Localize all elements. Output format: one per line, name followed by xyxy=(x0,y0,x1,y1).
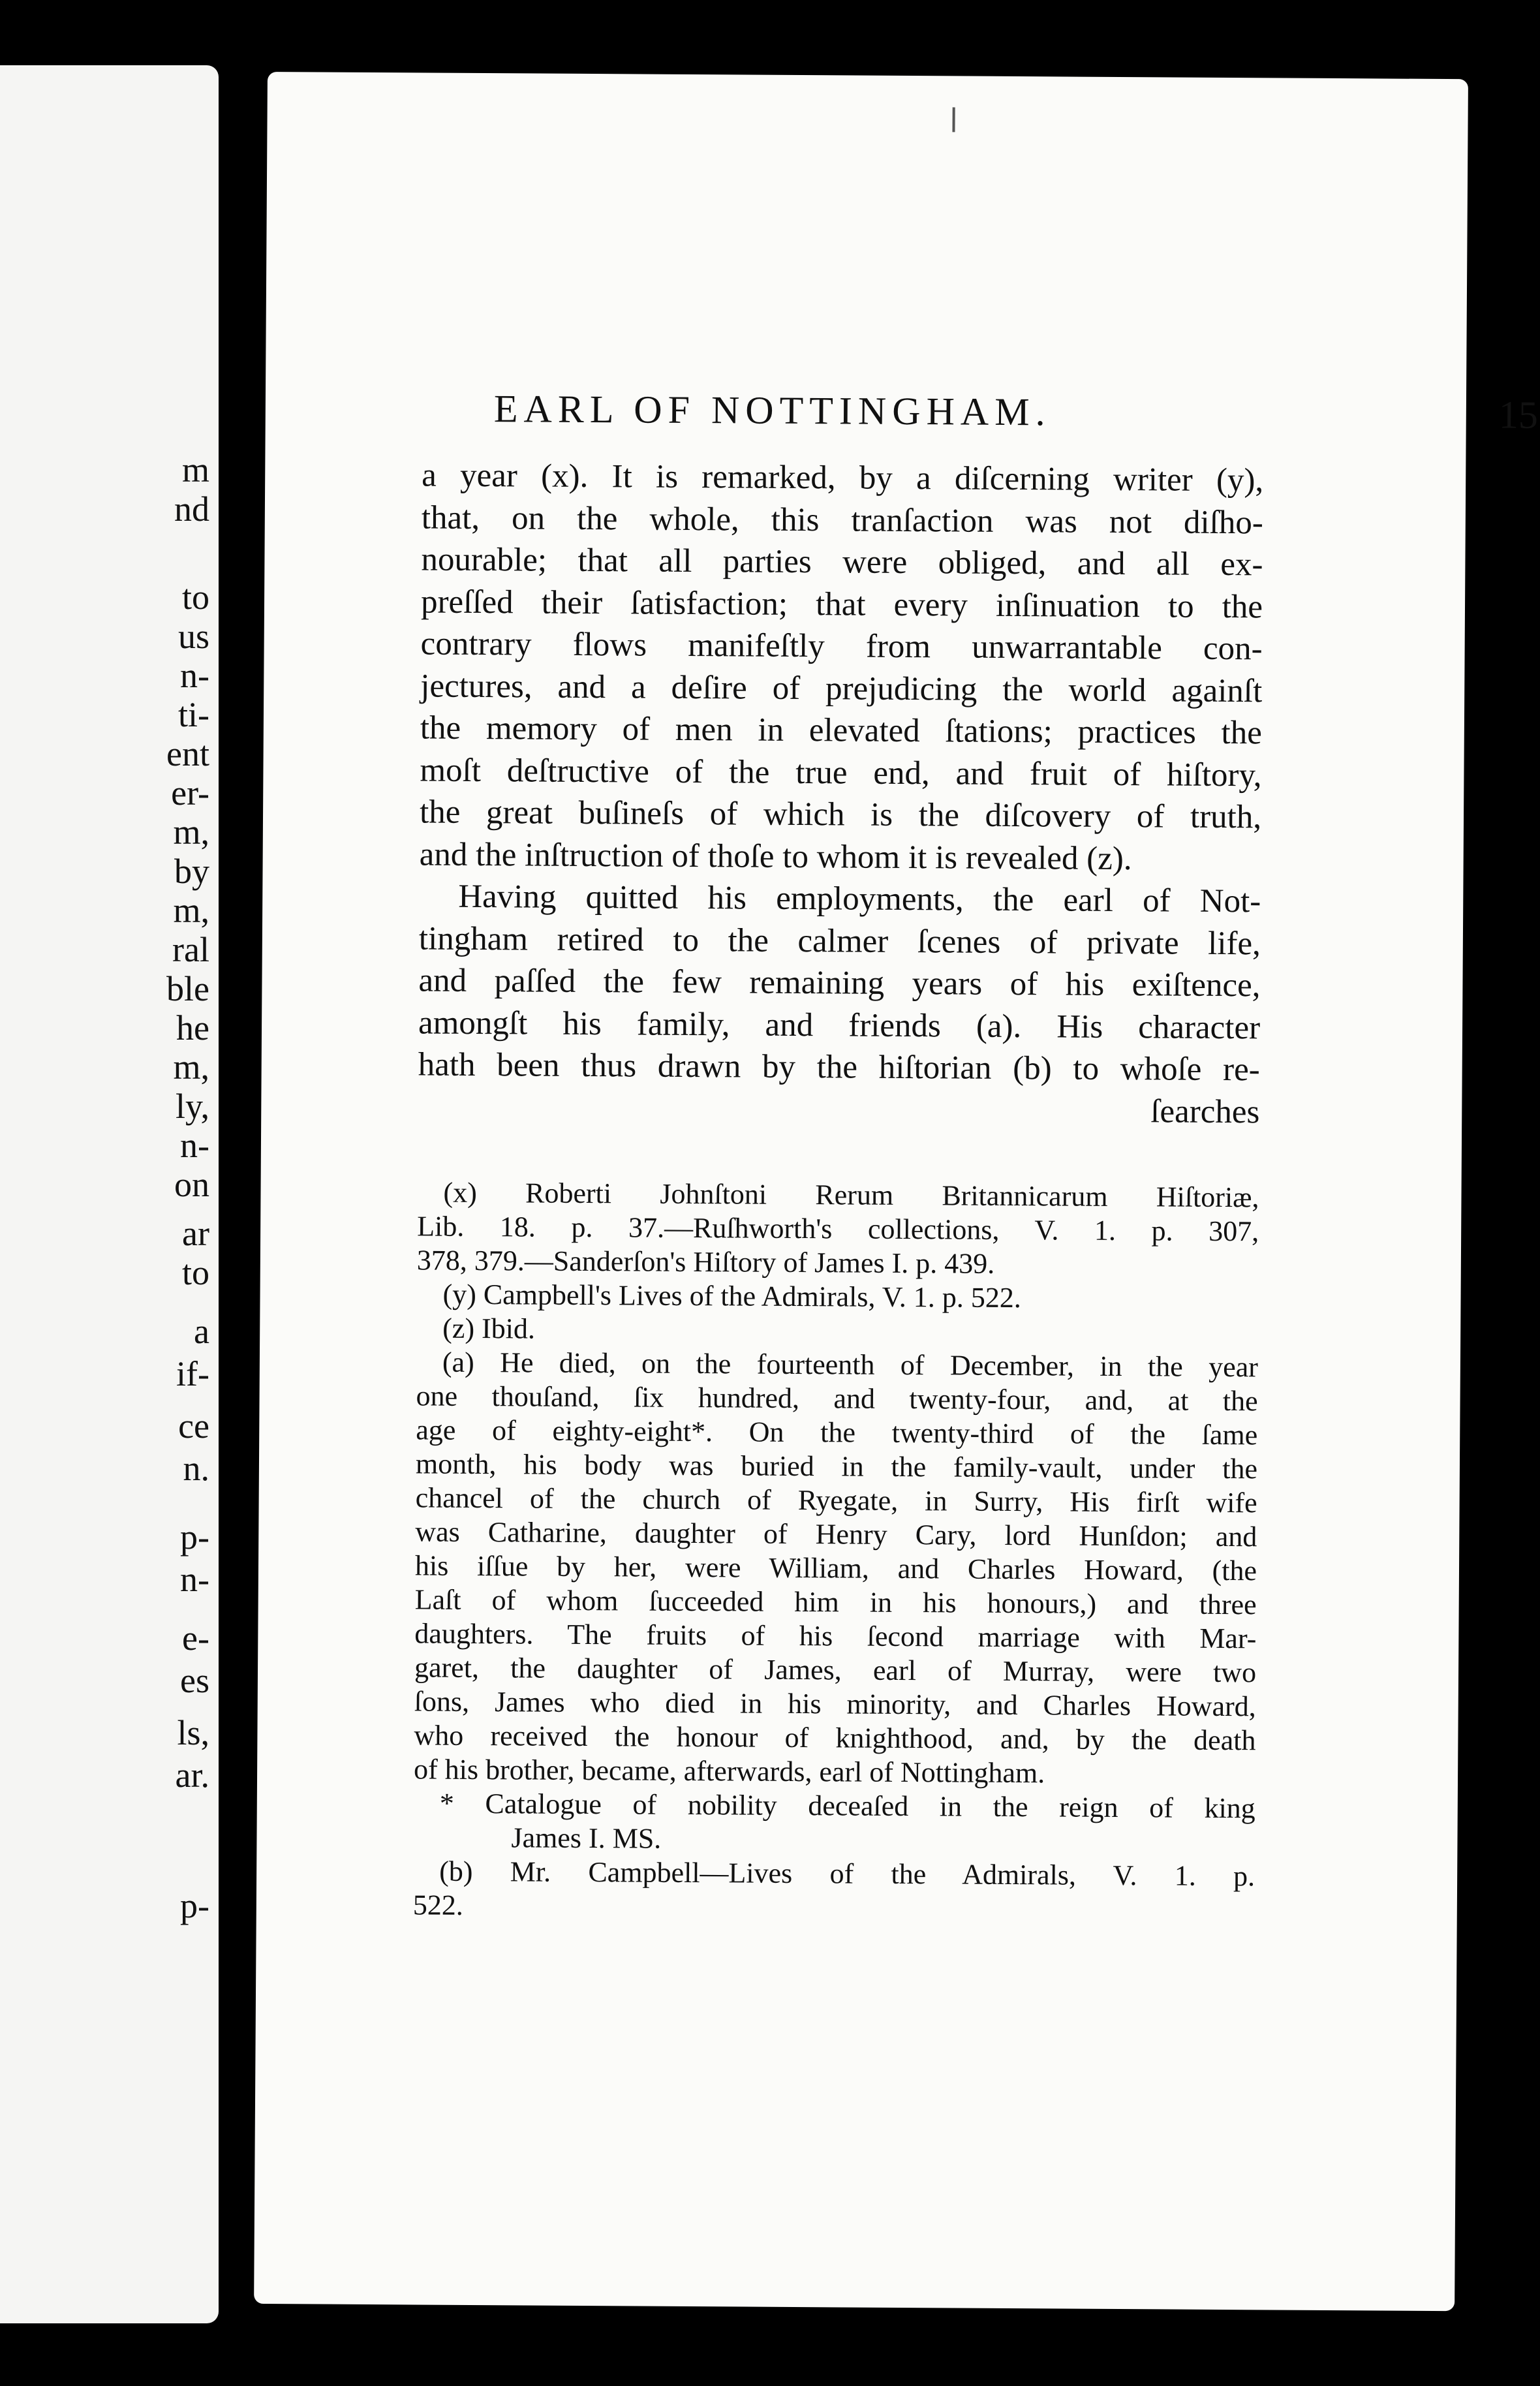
footnote-line: age of eighty-eight*. On the twenty-third of the ſame xyxy=(416,1414,1258,1451)
footnote-line: of his brother, became, afterwards, earl of Nottingham. xyxy=(413,1753,1045,1790)
page-header xyxy=(494,386,1538,445)
left-fragment: ble xyxy=(166,969,209,1008)
left-fragment: m, xyxy=(173,891,209,930)
left-fragment: es xyxy=(180,1661,209,1700)
footnotes xyxy=(413,1175,1259,1927)
footnote-line: 522. xyxy=(412,1889,463,1921)
footnote-line: ſons, James who died in his minority, and Charles Howard, xyxy=(414,1685,1256,1723)
left-fragment: if- xyxy=(176,1354,209,1393)
footnote-line: one thouſand, ſix hundred, and twenty-four, and, at the xyxy=(416,1380,1258,1418)
footnote-line: * Catalogue of nobility deceaſed in the reign of king xyxy=(439,1787,1255,1825)
catchword: ſearches xyxy=(1150,1092,1260,1130)
footnote-line: Laſt of whom ſucceeded him in his honours,) and three xyxy=(414,1583,1257,1621)
left-fragment: to xyxy=(181,578,209,617)
text-line: a year (x). It is remarked, by a diſcerning writer (y), xyxy=(422,457,1264,499)
left-fragment: ral xyxy=(172,930,209,969)
text-line: nourable; that all parties were obliged, and all ex- xyxy=(421,541,1263,583)
left-fragment: e- xyxy=(182,1619,209,1658)
text-line: Having quitted his employments, the earl of Not- xyxy=(458,878,1261,920)
text-line: and the inſtruction of thoſe to whom it is revealed (z). xyxy=(419,835,1132,877)
left-page-edge xyxy=(0,65,219,2323)
footnote-line: Lib. 18. p. 37.—Ruſhworth's collections, V. 1. p. 307, xyxy=(417,1210,1259,1248)
left-fragment: nd xyxy=(174,489,209,529)
left-fragment: n- xyxy=(180,1126,209,1165)
text-line: preſſed their ſatisfaction; that every inſinuation to the xyxy=(420,583,1263,625)
printer-mark xyxy=(952,107,955,132)
footnote-line: chancel of the church of Ryegate, in Surry, His firſt wife xyxy=(415,1481,1257,1519)
left-fragment: n. xyxy=(183,1449,209,1488)
left-fragment: by xyxy=(174,852,209,891)
footnote-line: daughters. The fruits of his ſecond marriage with Mar- xyxy=(414,1617,1257,1655)
footnote-line: James I. MS. xyxy=(511,1821,662,1855)
left-fragment: m, xyxy=(173,813,209,852)
footnote-line: his iſſue by her, were William, and Charles Howard, (the xyxy=(414,1549,1257,1587)
left-fragment: ce xyxy=(178,1406,209,1446)
left-fragment: ls, xyxy=(177,1713,209,1752)
left-fragment: ly, xyxy=(176,1087,209,1126)
footnote-line: month, his body was buried in the family-vault, under the xyxy=(415,1448,1258,1485)
footnote-line: (b) Mr. Campbell—Lives of the Admirals, V. 1. p. xyxy=(439,1855,1255,1893)
left-fragment: to xyxy=(181,1253,209,1292)
book-page xyxy=(254,72,1539,2311)
text-line: that, on the whole, this tranſaction was not diſho- xyxy=(421,499,1263,541)
left-fragment: ti- xyxy=(178,695,209,734)
text-line: the memory of men in elevated ſtations; practices the xyxy=(420,709,1263,752)
left-fragment: m, xyxy=(173,1047,209,1087)
running-head: EARL OF NOTTINGHAM. xyxy=(493,387,1051,434)
left-fragment: er- xyxy=(171,773,209,813)
text-line: jectures, and a deſire of prejudicing the world againſt xyxy=(420,667,1263,709)
left-fragment: he xyxy=(176,1008,209,1047)
left-fragment: a xyxy=(194,1312,209,1351)
footnote-line: (a) He died, on the fourteenth of December, in the year xyxy=(442,1346,1259,1384)
footnote-line: (z) Ibid. xyxy=(442,1312,536,1345)
text-line: the great buſineſs of which is the diſcovery of truth, xyxy=(419,794,1262,836)
footnote-line: 378, 379.—Sanderſon's Hiſtory of James I. p. 439. xyxy=(416,1244,995,1280)
left-fragment: p- xyxy=(180,1517,209,1557)
left-fragment: p- xyxy=(180,1886,209,1925)
left-fragment: ent xyxy=(166,734,209,773)
left-fragment: n- xyxy=(180,1560,209,1599)
footnote-line: (x) Roberti Johnſtoni Rerum Britannicarum Hiſtoriæ, xyxy=(443,1176,1259,1214)
left-fragment: m xyxy=(181,450,209,489)
main-text xyxy=(418,454,1263,1133)
left-fragment: ar xyxy=(182,1214,209,1253)
footnote-line: garet, the daughter of James, earl of Murray, were two xyxy=(414,1651,1257,1689)
left-fragment: us xyxy=(177,617,209,656)
footnote-line: was Catharine, daughter of Henry Cary, lord Hunſdon; and xyxy=(415,1515,1257,1553)
text-line: amongſt his family, and friends (a). His character xyxy=(418,1004,1261,1046)
text-line: hath been thus drawn by the hiſtorian (b) to whoſe re- xyxy=(418,1046,1260,1089)
left-fragment: ar. xyxy=(175,1756,209,1795)
text-line: and paſſed the few remaining years of his exiſtence, xyxy=(418,962,1261,1004)
footnote-line: who received the honour of knighthood, and, by the death xyxy=(414,1719,1256,1757)
page-number: 15 xyxy=(1498,393,1539,437)
footnote-line: (y) Campbell's Lives of the Admirals, V. 1. p. 522. xyxy=(442,1278,1021,1314)
text-line: contrary flows manifeſtly from unwarrantable con- xyxy=(420,625,1263,668)
left-fragment: on xyxy=(174,1165,209,1204)
text-line: tingham retired to the calmer ſcenes of private life, xyxy=(418,920,1261,962)
text-line: moſt deſtructive of the true end, and fruit of hiſtory, xyxy=(420,751,1262,794)
left-fragment: n- xyxy=(180,656,209,695)
